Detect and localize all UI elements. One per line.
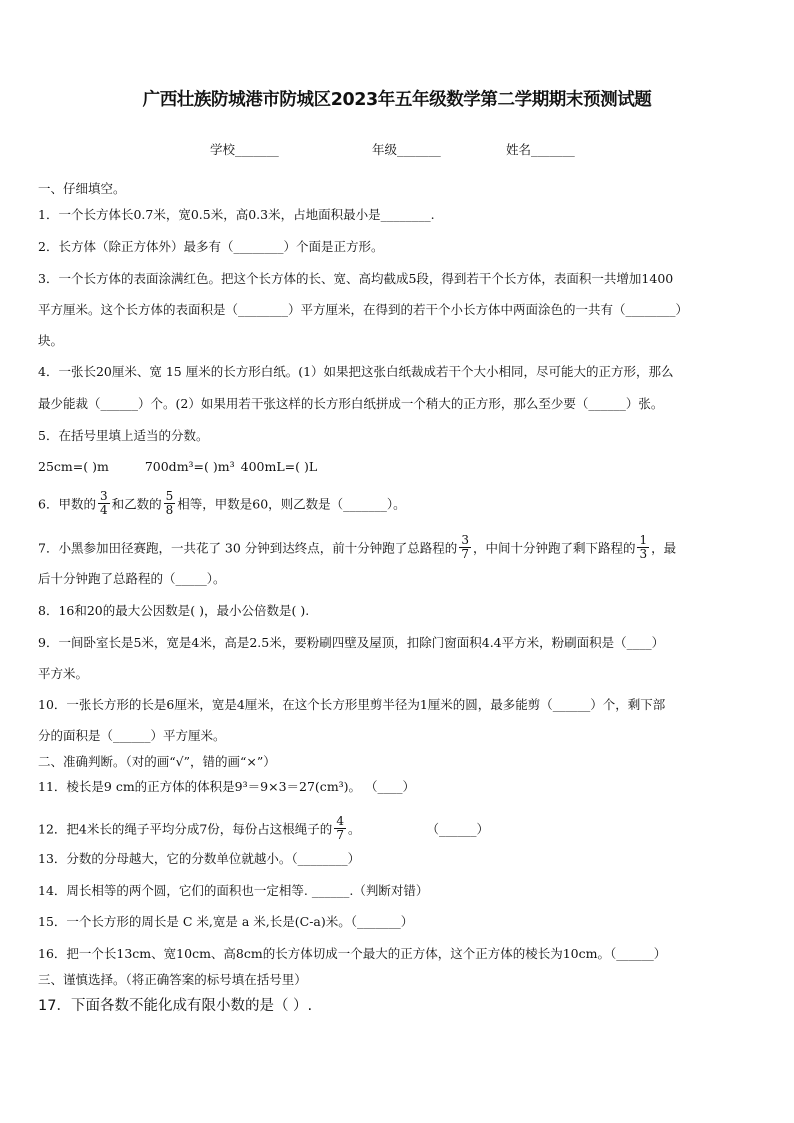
question-8: 8．16和20的最大公因数是( )，最小公倍数是( ). [38,603,310,618]
question-5-item-3: 400mL=( )L [240,459,318,474]
section-heading-fill-in: 一、仔细填空。 [38,181,126,196]
fraction-3-4: $\frac{3}{4}$ [99,489,108,517]
question-5-line-1: 5．在括号里填上适当的分数。 [38,428,209,443]
question-12-text-2: 。 [347,821,361,837]
question-12 [38,814,489,843]
question-7-text-1: 7．小黑参加田径赛跑，一共花了 30 分钟到达终点，前十分钟跑了总路程的 [38,540,458,556]
question-5-item-1: 25cm=( )m [38,459,109,474]
question-12-answer-blank: （______） [426,821,489,837]
question-2: 2．长方体（除正方体外）最多有（________）个面是正方形。 [38,239,384,254]
question-3-line-1: 3．一个长方体的表面涂满红色。把这个长方体的长、宽、高均截成5段，得到若干个长方体，表面积一共增加1400 [38,271,674,286]
question-7-line-1 [38,533,677,562]
exam-title: 广西壮族防城港市防城区2023年五年级数学第二学期期末预测试题 [142,90,652,110]
question-9-line-2: 平方米。 [38,666,89,681]
question-4-line-2: 最少能裁（______）个。(2）如果用若干张这样的长方形白纸拼成一个稍大的正方形，那么至少要（______）张。 [38,396,664,411]
question-12-text-1: 12．把4米长的绳子平均分成7份，每份占这根绳子的 [38,821,333,837]
question-16: 16．把一个长13cm、宽10cm、高8cm的长方体切成一个最大的正方体，这个正方体的棱长为10cm。（______） [38,946,667,961]
question-5-item-2: 700dm³=( )m³ [144,459,235,474]
question-3-line-2: 平方厘米。这个长方体的表面积是（________）平方厘米，在得到的若干个小长方体中两面涂色的一共有（________） [38,302,689,317]
question-14: 14．周长相等的两个圆，它们的面积也一定相等. ______.（判断对错） [38,883,429,898]
section-heading-choice: 三、谨慎选择。（将正确答案的标号填在括号里） [38,972,307,987]
question-6-text-3: 相等，甲数是60，则乙数是（_______）。 [177,496,406,512]
school-field-label: 学校_______ [210,142,279,157]
question-4-line-1: 4．一张长20厘米、宽 15 厘米的长方形白纸。(1）如果把这张白纸裁成若干个大小相同，尽可能大的正方形，那么 [38,364,674,379]
question-3-line-3: 块。 [38,333,64,348]
grade-field-label: 年级_______ [372,142,441,157]
question-13: 13．分数的分母越大，它的分数单位就越小。（________） [38,851,361,866]
fraction-1-3: $\frac{1}{3}$ [639,533,648,561]
question-5-line-2 [38,461,317,474]
question-6-text-1: 6．甲数的 [38,496,96,512]
fraction-3-7: $\frac{3}{7}$ [461,533,469,561]
question-7-line-2: 后十分钟跑了总路程的（_____）。 [38,571,226,586]
question-10-line-2: 分的面积是（______）平方厘米。 [38,728,226,743]
section-heading-judge: 二、准确判断。（对的画“√”，错的画“×”） [38,754,276,769]
question-1: 1．一个长方体长0.7米，宽0.5米，高0.3米，占地面积最小是________. [38,207,435,222]
question-7-text-3: ，最 [651,540,677,556]
question-15: 15．一个长方形的周长是 C 米,宽是 a 米,长是(C-a)米。（_______） [38,914,414,929]
fraction-4-7: $\frac{4}{7}$ [336,814,344,842]
question-17: 17．下面各数不能化成有限小数的是（ ）. [38,998,313,1014]
name-field-label: 姓名_______ [506,142,575,157]
question-7-text-2: ，中间十分钟跑了剩下路程的 [472,540,636,556]
question-6-text-2: 和乙数的 [111,496,162,512]
question-6 [38,489,406,518]
question-9-line-1: 9．一间卧室长是5米，宽是4米，高是2.5米，要粉刷四壁及屋顶，扣除门窗面积4.4平方米，粉刷面积是（____） [38,635,665,650]
question-11: 11．棱长是9 cm的正方体的体积是9³＝9×3＝27(cm³)。 （____） [38,779,416,794]
fraction-5-8: $\frac{5}{8}$ [165,489,174,517]
question-10-line-1: 10．一张长方形的长是6厘米，宽是4厘米，在这个长方形里剪半径为1厘米的圆，最多能剪（______）个，剩下部 [38,697,666,712]
